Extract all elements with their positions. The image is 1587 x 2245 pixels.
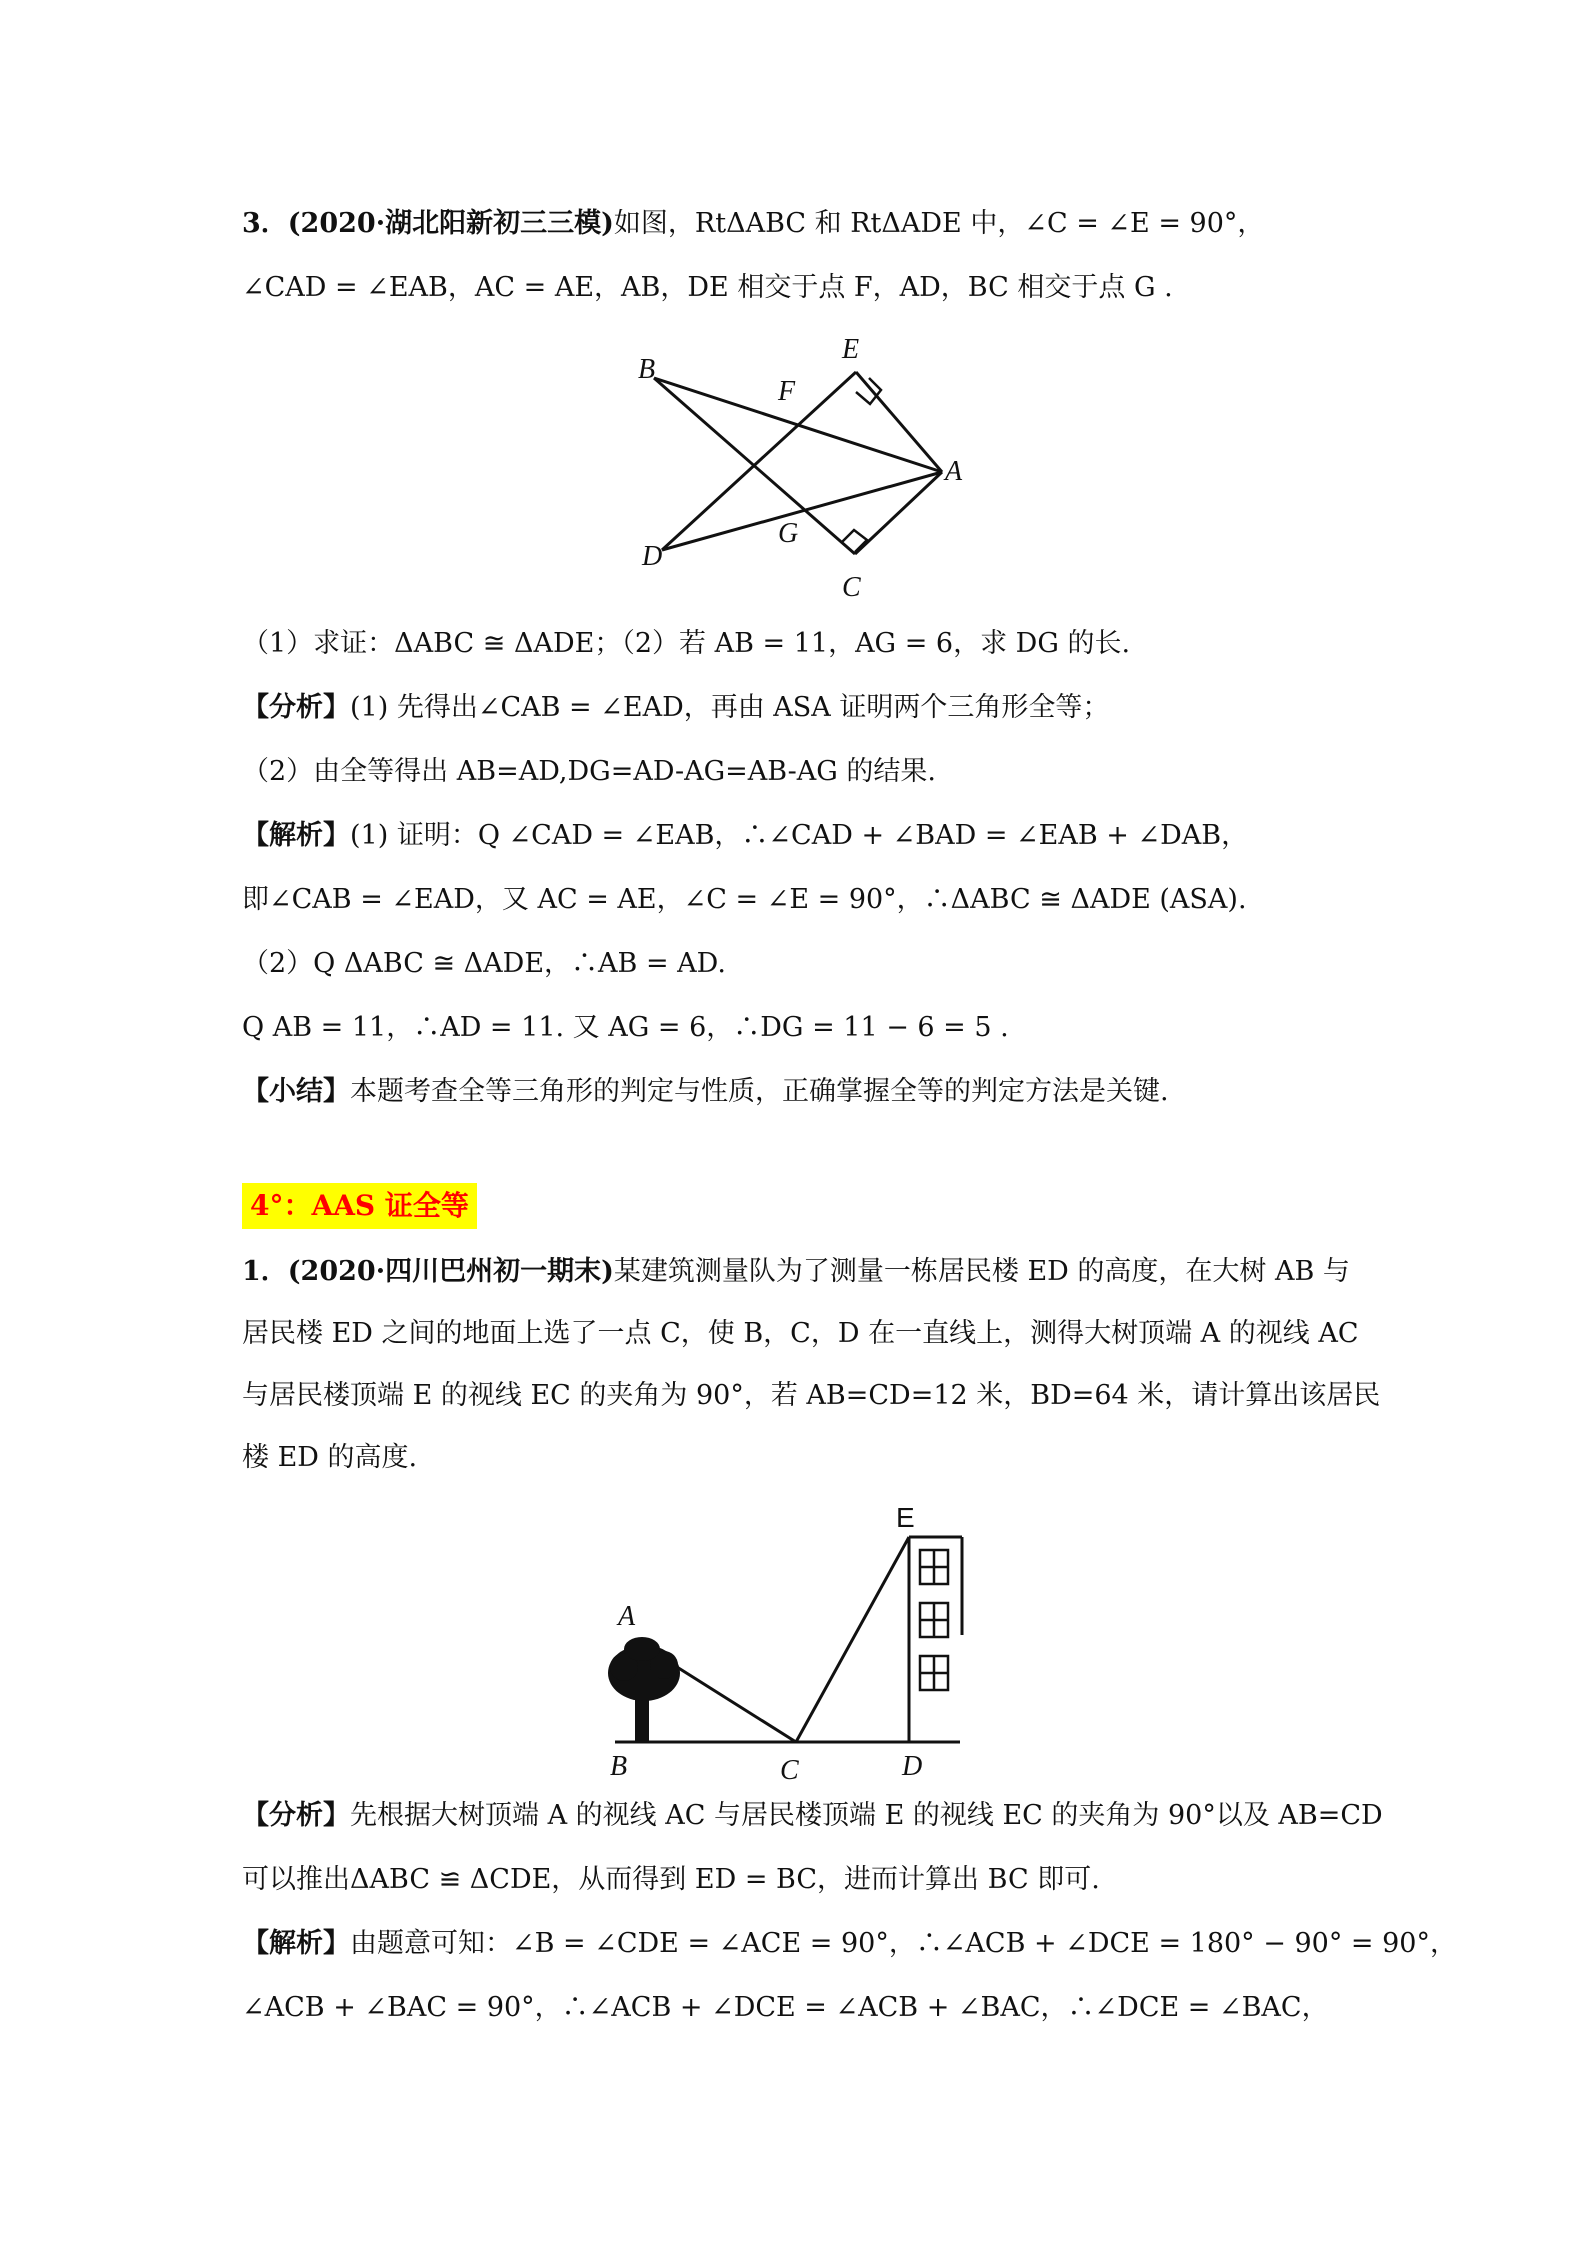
label-A: A — [618, 1601, 636, 1632]
right-angle-E-marker — [856, 378, 881, 404]
label-A: A — [945, 456, 963, 487]
problem1-figure — [580, 1495, 980, 1785]
label-E: E — [842, 334, 860, 365]
problem1-analysis-line2: 可以推出ΔABC ≌ ΔCDE，从而得到 ED = BC，进而计算出 BC 即可. — [242, 1864, 1100, 1895]
summary-tag: 【小结】 — [242, 1076, 350, 1107]
summary-text: 本题考查全等三角形的判定与性质，正确掌握全等的判定方法是关键. — [350, 1076, 1169, 1107]
problem1-text-1: 某建筑测量队为了测量一栋居民楼 ED 的高度，在大树 AB 与 — [613, 1256, 1350, 1287]
tree-icon — [608, 1637, 680, 1742]
problem3-solution-line2: 即∠CAB = ∠EAD，又 AC = AE，∠C = ∠E = 90°，∴ΔABC ≅ ΔADE (ASA). — [242, 884, 1247, 915]
problem1-solution-line2: ∠ACB + ∠BAC = 90°，∴∠ACB + ∠DCE = ∠ACB + ∠BAC，∴∠DCE = ∠BAC， — [242, 1992, 1329, 2023]
analysis-tag: 【分析】 — [242, 692, 350, 723]
problem1-statement-line4: 楼 ED 的高度. — [242, 1442, 418, 1473]
problem1-statement-line3: 与居民楼顶端 E 的视线 EC 的夹角为 90°，若 AB=CD=12 米，BD=64 米，请计算出该居民 — [242, 1380, 1381, 1411]
problem3-text-1: 如图，RtΔABC 和 RtΔADE 中，∠C = ∠E = 90°， — [613, 208, 1265, 239]
sightline-EC — [796, 1537, 909, 1742]
problem3-solution-line3: （2）Q ΔABC ≅ ΔADE，∴AB = AD. — [242, 948, 726, 979]
label-G: G — [778, 518, 799, 549]
analysis-tag: 【分析】 — [242, 1800, 350, 1831]
problem3-question: （1）求证：ΔABC ≅ ΔADE；（2）若 AB = 11，AG = 6，求 DG 的长. — [242, 628, 1131, 659]
label-F: F — [778, 376, 796, 407]
label-B: B — [610, 1751, 628, 1782]
problem1-statement-line1 — [242, 1252, 1362, 1292]
building-windows — [920, 1550, 948, 1690]
problem3-header: 3．(2020·湖北阳新初三三模) — [242, 208, 614, 239]
solution-tag: 【解析】 — [242, 820, 350, 851]
solution-text: 由题意可知：∠B = ∠CDE = ∠ACE = 90°，∴∠ACB + ∠DCE = 180° − 90° = 90°， — [350, 1928, 1457, 1959]
analysis-text: 先根据大树顶端 A 的视线 AC 与居民楼顶端 E 的视线 EC 的夹角为 90°以及 AB=CD — [350, 1800, 1383, 1831]
problem3-analysis-line2: （2）由全等得出 AB=AD,DG=AD-AG=AB-AG 的结果. — [242, 756, 936, 787]
problem1-solution-line1 — [242, 1924, 1457, 1964]
solution-text: (1) 证明：Q ∠CAD = ∠EAB，∴∠CAD + ∠BAD = ∠EAB + ∠DAB， — [350, 820, 1249, 851]
problem1-statement-line2: 居民楼 ED 之间的地面上选了一点 C，使 B，C，D 在一直线上，测得大树顶端 A 的视线 AC — [242, 1318, 1359, 1349]
label-D: D — [902, 1751, 923, 1782]
label-B: B — [638, 354, 656, 385]
problem3-analysis-line1 — [242, 688, 1362, 728]
problem3-figure — [620, 320, 980, 610]
label-D: D — [642, 541, 663, 572]
problem3-summary — [242, 1072, 1362, 1112]
solution-tag: 【解析】 — [242, 1928, 350, 1959]
problem3-statement-line1 — [242, 204, 1362, 244]
analysis-text: (1) 先得出∠CAB = ∠EAD，再由 ASA 证明两个三角形全等； — [350, 692, 1110, 723]
problem1-header: 1．(2020·四川巴州初一期末) — [242, 1256, 614, 1287]
label-C: C — [842, 572, 861, 603]
problem3-statement-line2: ∠CAD = ∠EAB，AC = AE，AB，DE 相交于点 F，AD，BC 相交于点 G . — [242, 272, 1173, 303]
problem1-analysis-line1 — [242, 1796, 1383, 1836]
section-heading-aas: 4°：AAS 证全等 — [242, 1183, 477, 1229]
right-angle-C-marker — [842, 530, 867, 552]
problem3-solution-line1 — [242, 816, 1362, 856]
label-C: C — [780, 1755, 799, 1785]
label-E: E — [896, 1502, 915, 1533]
problem3-solution-line4: Q AB = 11，∴AD = 11. 又 AG = 6，∴DG = 11 − 6 = 5 . — [242, 1012, 1009, 1043]
